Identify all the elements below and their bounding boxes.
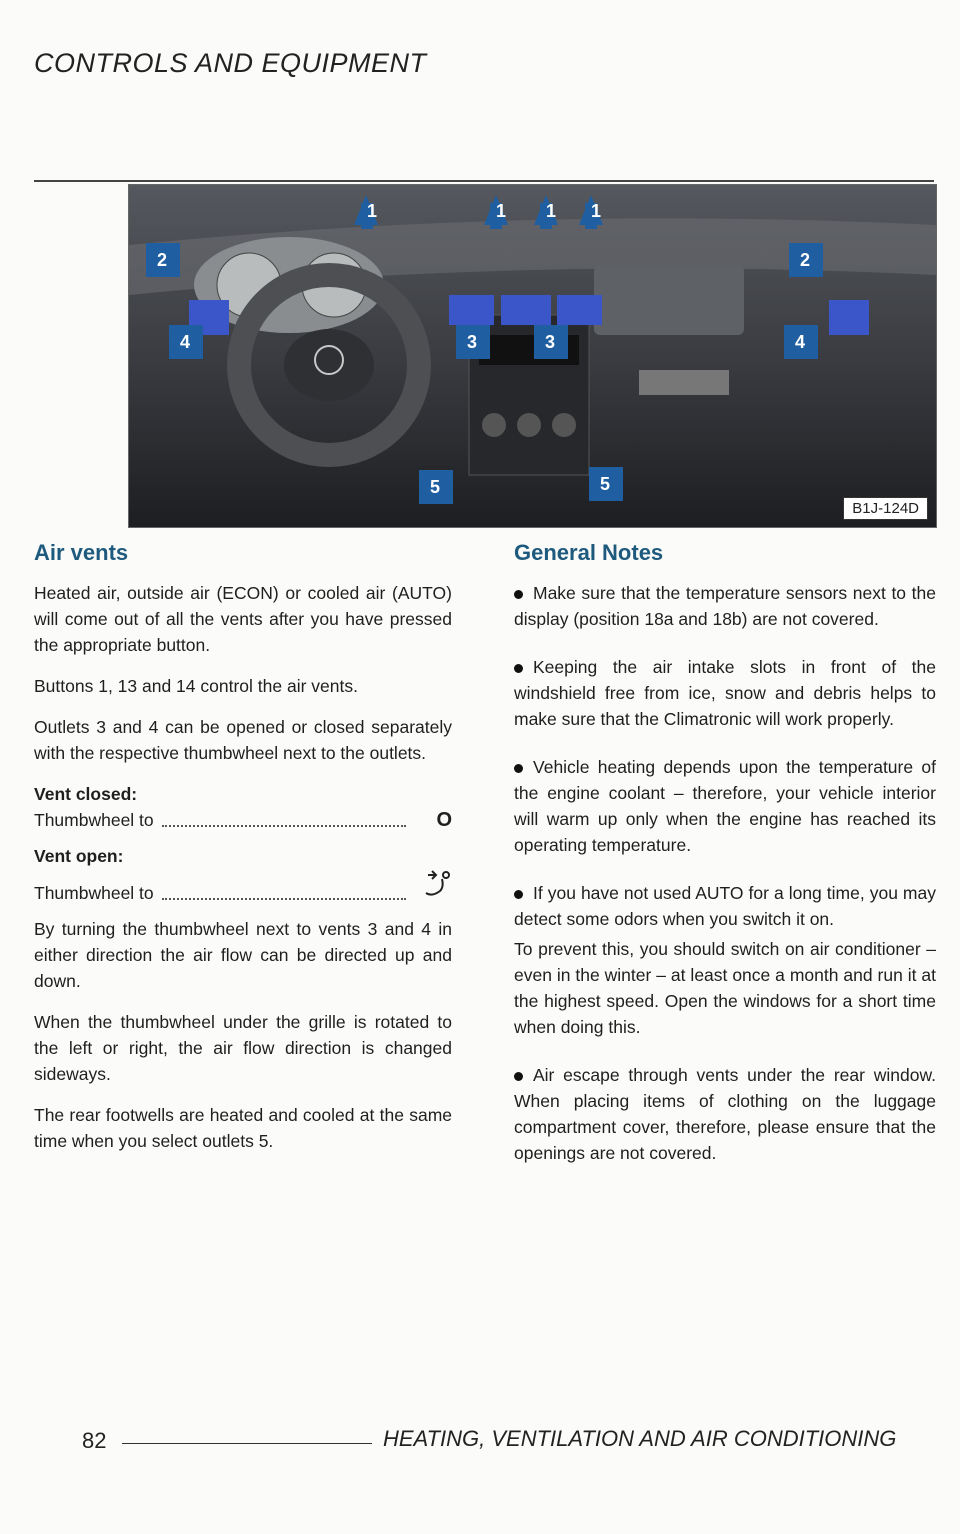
marker-label-5b: 5 xyxy=(600,474,611,494)
bullet-icon xyxy=(514,664,523,673)
marker-label-2b: 2 xyxy=(800,250,811,270)
page-number: 82 xyxy=(82,1428,107,1453)
marker-label-4b: 4 xyxy=(795,332,806,352)
dashboard-figure xyxy=(128,184,937,528)
center-vent-right xyxy=(557,295,602,325)
marker-label-1c: 1 xyxy=(546,201,557,221)
marker-label-1a: 1 xyxy=(367,201,378,221)
general-notes-title: General Notes xyxy=(514,540,664,565)
air-vents-p6: The rear footwells are heated and cooled at the same time when you select outlets 5. xyxy=(34,1105,452,1151)
vent-closed-symbol: O xyxy=(436,809,452,831)
center-vent-middle xyxy=(501,295,551,325)
bullet-icon xyxy=(514,1072,523,1081)
note-item: Vehicle heating depends upon the temperature of the engine coolant – therefore, your vehicle interior will warm up only when the engine has reached its operating temperature. xyxy=(514,757,936,855)
vent-closed-line xyxy=(34,807,452,833)
bullet-icon xyxy=(514,890,523,899)
note-item: Air escape through vents under the rear window. When placing items of clothing on the luggage compartment cover, therefore, please ensure that the openings are not covered. xyxy=(514,1065,936,1163)
air-vents-p5: When the thumbwheel under the grille is rotated to the left or right, the air flow direction is changed sideways. xyxy=(34,1012,452,1084)
air-vents-p2: Buttons 1, 13 and 14 control the air vents. xyxy=(34,676,358,696)
section-header: CONTROLS AND EQUIPMENT xyxy=(34,48,427,78)
vent-open-text: Thumbwheel to xyxy=(34,883,154,903)
dot-leader xyxy=(162,824,406,827)
marker-label-4a: 4 xyxy=(180,332,191,352)
air-vents-section xyxy=(34,540,452,1169)
air-vents-title: Air vents xyxy=(34,540,129,565)
dot-leader xyxy=(162,897,406,900)
footer-rule xyxy=(122,1443,372,1444)
vent-closed-label: Vent closed: xyxy=(34,784,138,804)
chapter-title: HEATING, VENTILATION AND AIR CONDITIONING xyxy=(383,1426,897,1451)
air-vents-p1: Heated air, outside air (ECON) or cooled air (AUTO) will come out of all the vents after you have pressed the appropriate button. xyxy=(34,583,452,655)
note-item: Keeping the air intake slots in front of the windshield free from ice, snow and debris helps to make sure that the Climatronic will work properly. xyxy=(514,657,936,729)
marker-label-1b: 1 xyxy=(496,201,507,221)
figure-code: B1J-124D xyxy=(843,497,928,520)
side-vent-right xyxy=(829,300,869,335)
marker-label-1d: 1 xyxy=(591,201,602,221)
vent-open-line xyxy=(34,869,452,906)
dashboard-illustration xyxy=(129,185,936,527)
glovebox-handle xyxy=(639,370,729,395)
bullet-icon xyxy=(514,590,523,599)
steering-wheel-hub xyxy=(284,329,374,401)
marker-label-2a: 2 xyxy=(157,250,168,270)
climate-knob-center xyxy=(517,413,541,437)
marker-label-5a: 5 xyxy=(430,477,441,497)
air-vents-p3: Outlets 3 and 4 can be opened or closed separately with the respective thumbwheel next to the outlets. xyxy=(34,717,452,763)
climate-knob-left xyxy=(482,413,506,437)
glovebox-top xyxy=(594,265,744,335)
vent-closed-text: Thumbwheel to xyxy=(34,810,154,830)
note-item-continued: To prevent this, you should switch on air conditioner – even in the winter – at least once a month and run it at the highest speed. Open the windows for a short time when doing this. xyxy=(514,939,936,1037)
header-rule xyxy=(34,180,934,182)
center-vent-left xyxy=(449,295,494,325)
vent-open-label: Vent open: xyxy=(34,846,124,866)
air-vents-p4: By turning the thumbwheel next to vents 3 and 4 in either direction the air flow can be directed up and down. xyxy=(34,919,452,991)
marker-label-3a: 3 xyxy=(467,332,478,352)
climate-knob-right xyxy=(552,413,576,437)
marker-label-3b: 3 xyxy=(545,332,556,352)
note-item: Make sure that the temperature sensors next to the display (position 18a and 18b) are not covered. xyxy=(514,583,936,629)
general-notes-section xyxy=(514,540,936,1188)
bullet-icon xyxy=(514,764,523,773)
note-item: If you have not used AUTO for a long time, you may detect some odors when you switch it on. xyxy=(514,883,936,929)
vent-open-icon xyxy=(416,869,452,906)
